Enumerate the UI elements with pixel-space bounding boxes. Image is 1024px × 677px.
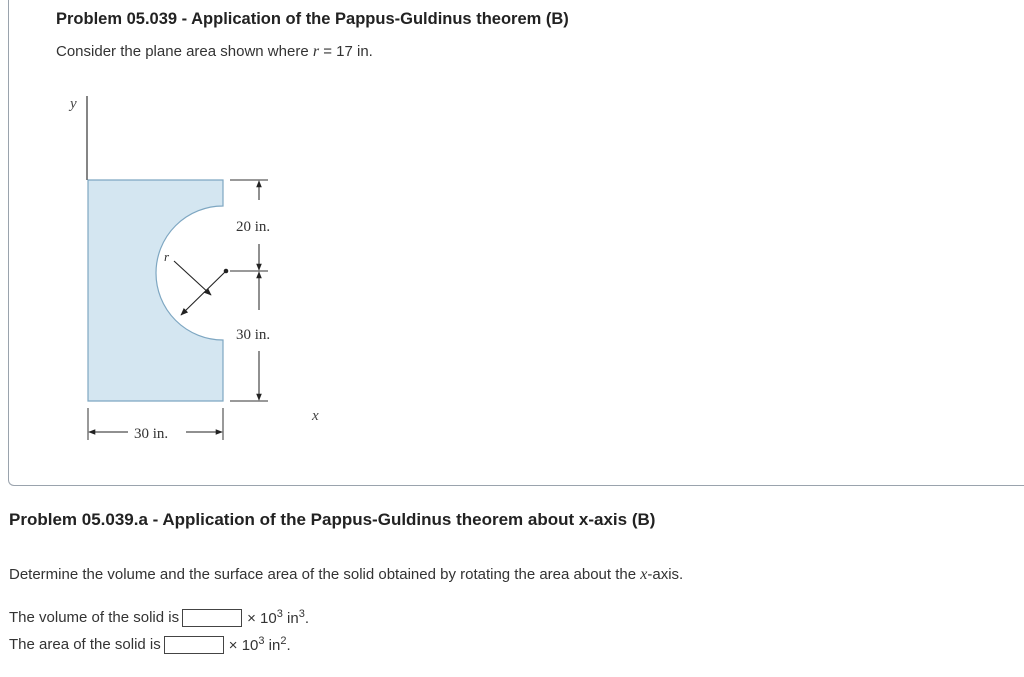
area-unit-end: . — [286, 637, 291, 654]
problem-intro — [56, 43, 373, 61]
area-unit-base-exp: 2 — [280, 635, 287, 647]
question-suffix: -axis. — [647, 566, 684, 583]
dim-width-label: 30 in. — [134, 426, 169, 442]
question-axis: x — [640, 566, 648, 583]
x-axis-label: x — [312, 408, 319, 424]
volume-unit-base-exp: 3 — [298, 608, 305, 620]
volume-unit-exp: 3 — [276, 608, 283, 620]
radius-pointer — [174, 261, 211, 295]
area-unit-prefix: × 10 — [228, 637, 259, 654]
volume-unit-prefix: × 10 — [247, 610, 277, 627]
question-text — [9, 566, 683, 584]
volume-unit-base: in — [282, 610, 299, 627]
area-unit-base: in — [264, 637, 281, 654]
radius-label: r — [164, 249, 170, 264]
area-input[interactable] — [164, 636, 224, 654]
volume-answer-row — [9, 608, 309, 627]
y-axis-label: y — [70, 96, 77, 112]
dim-20-label: 20 in. — [236, 219, 271, 235]
area-unit-exp: 3 — [258, 635, 265, 647]
problem-title: Problem 05.039 - Application of the Pappus-Guldinus theorem (B) — [56, 10, 569, 28]
volume-input[interactable] — [182, 609, 242, 627]
area-answer-row — [9, 635, 291, 654]
subproblem-title: Problem 05.039.a - Application of the Pappus-Guldinus theorem about x-axis (B) — [9, 510, 656, 529]
intro-prefix: Consider the plane area shown where — [56, 43, 313, 60]
area-unit — [229, 635, 291, 654]
volume-unit — [247, 608, 309, 627]
problem-figure — [60, 88, 360, 458]
plane-area — [88, 180, 223, 401]
radius-arrow — [181, 271, 226, 315]
volume-label: The volume of the solid is — [9, 609, 180, 626]
question-prefix: Determine the volume and the surface area of the solid obtained by rotating the area about the — [9, 566, 641, 583]
dim-30-vertical-label: 30 in. — [236, 327, 271, 343]
area-label: The area of the solid is — [9, 636, 161, 653]
intro-variable: r — [312, 43, 320, 60]
intro-suffix: = 17 in. — [319, 43, 373, 60]
volume-unit-end: . — [304, 610, 309, 627]
